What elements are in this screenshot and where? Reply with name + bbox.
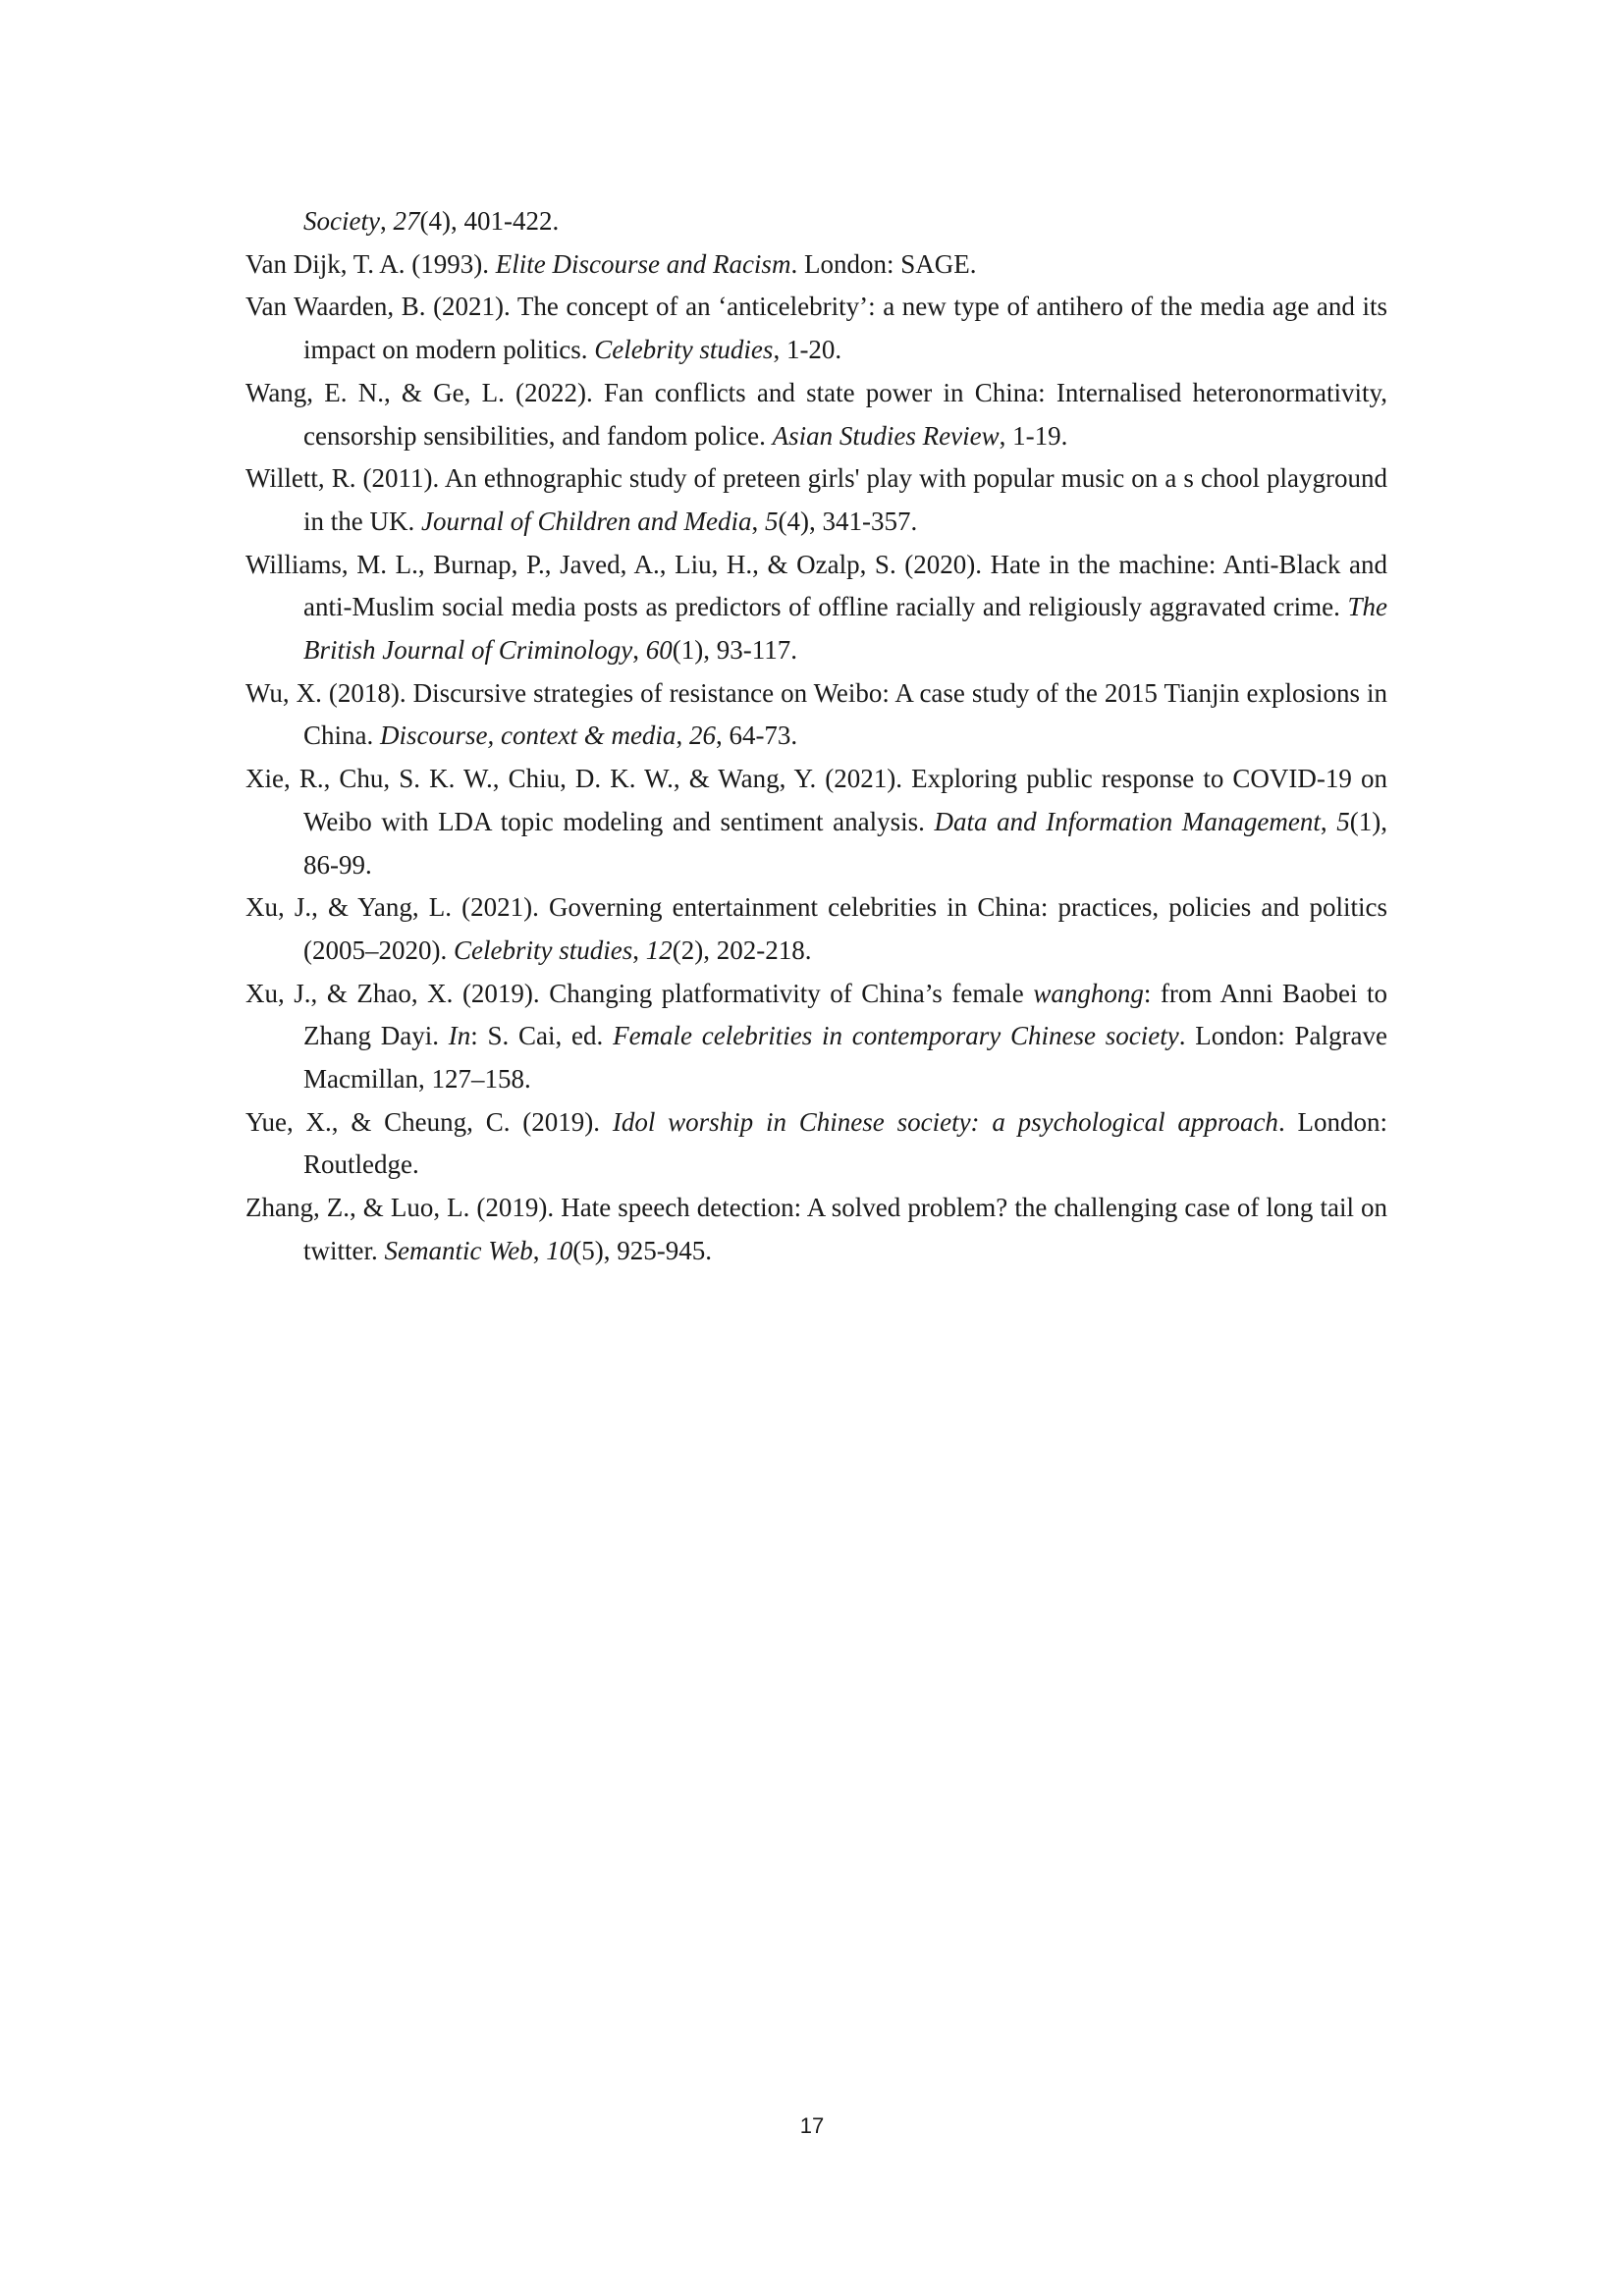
reference-text: (5), 925-945. — [572, 1235, 712, 1265]
reference-text: (1), 86-99. — [303, 806, 1388, 880]
reference-text: (1), 93-117. — [672, 635, 797, 666]
reference-entry — [245, 672, 1387, 758]
reference-italic-text: 5 — [764, 506, 779, 536]
reference-italic-text: 5 — [1336, 806, 1350, 836]
reference-text: . London: Palgrave Macmillan, 127–158. — [303, 1021, 1387, 1095]
reference-entry — [245, 457, 1387, 543]
reference-italic-text: Elite Discourse and Racism — [495, 248, 791, 279]
reference-italic-text: In — [448, 1021, 471, 1051]
reference-entry — [245, 372, 1387, 457]
reference-text: , 1-20. — [773, 335, 842, 365]
reference-text: Van Dijk, T. A. (1993). — [245, 248, 496, 279]
reference-italic-text: The British Journal of Criminology — [303, 592, 1387, 666]
reference-italic-text: 26 — [688, 721, 716, 751]
reference-text: . London: Routledge. — [303, 1106, 1387, 1180]
reference-entry — [245, 544, 1387, 672]
reference-italic-text: Celebrity studies — [453, 934, 633, 965]
reference-text: Zhang, Z., & Luo, L. (2019). Hate speech detection: A solved problem? the challenging case of long tail on twitter. — [245, 1193, 1387, 1265]
reference-entry — [245, 886, 1387, 972]
reference-text: Xu, J., & Zhao, X. (2019). Changing platformativity of China’s female — [245, 978, 1034, 1008]
reference-text: Willett, R. (2011). An ethnographic study of preteen girls' play with popular music on a s chool playground in the UK. — [245, 463, 1387, 536]
reference-text: (4), 401-422. — [419, 206, 560, 236]
reference-italic-text: wanghong — [1033, 978, 1144, 1008]
reference-italic-text: Society — [303, 206, 380, 236]
reference-entry — [245, 243, 1387, 287]
reference-italic-text: Celebrity studies — [594, 335, 774, 365]
reference-text: : from Anni Baobei to Zhang Dayi. — [303, 978, 1388, 1051]
reference-entry — [245, 758, 1387, 886]
reference-italic-text: Journal of Children and Media — [420, 506, 752, 536]
reference-italic-text: 10 — [546, 1235, 573, 1265]
reference-text: , — [751, 506, 765, 536]
reference-italic-text: Semantic Web — [384, 1235, 533, 1265]
reference-text: , — [632, 635, 646, 666]
reference-text: Xie, R., Chu, S. K. W., Chiu, D. K. W., & Wang, Y. (2021). Exploring public response to COVID-19 on Weibo with LDA topic modeling and sentiment analysis. — [245, 764, 1387, 836]
reference-text: : S. Cai, ed. — [470, 1021, 614, 1051]
reference-entry — [245, 286, 1387, 371]
reference-text: (2), 202-218. — [672, 934, 812, 965]
reference-italic-text: Idol worship in Chinese society: a psychological approach — [612, 1106, 1278, 1137]
reference-text: (4), 341-357. — [778, 506, 918, 536]
reference-text: , 1-19. — [999, 420, 1068, 451]
reference-text: , — [379, 206, 394, 236]
reference-italic-text: Asian Studies Review — [772, 420, 1000, 451]
reference-entry — [245, 973, 1387, 1101]
reference-text: . London: SAGE. — [790, 248, 977, 279]
reference-italic-text: Data and Information Management — [934, 806, 1321, 836]
reference-entry — [245, 1187, 1387, 1272]
reference-text: , — [1320, 806, 1337, 836]
reference-text: Xu, J., & Yang, L. (2021). Governing entertainment celebrities in China: practices, policies and politics (2005–2020). — [245, 892, 1387, 965]
reference-text: Williams, M. L., Burnap, P., Javed, A., Liu, H., & Ozalp, S. (2020). Hate in the machine: Anti-Black and anti-Muslim social media posts as predictors of offline racially and religiously aggravated crime. — [245, 549, 1387, 622]
reference-text: , — [532, 1235, 547, 1265]
reference-italic-text: 27 — [393, 206, 420, 236]
reference-text: , — [632, 934, 646, 965]
reference-text: , — [676, 721, 689, 751]
reference-italic-text: Female celebrities in contemporary Chinese society — [613, 1021, 1179, 1051]
reference-text: Van Waarden, B. (2021). The concept of an ‘anticelebrity’: a new type of antihero of the media age and its impact on modern politics. — [245, 292, 1387, 365]
reference-entry-continued — [245, 200, 1387, 243]
reference-italic-text: Discourse, context & media — [380, 721, 677, 751]
page-number: 17 — [799, 2113, 825, 2138]
reference-text: , 64-73. — [715, 721, 798, 751]
reference-text: Yue, X., & Cheung, C. (2019). — [245, 1106, 613, 1137]
reference-italic-text: 60 — [645, 635, 673, 666]
reference-text: Wu, X. (2018). Discursive strategies of resistance on Weibo: A case study of the 2015 Tianjin explosions in China. — [245, 677, 1387, 751]
reference-text: Wang, E. N., & Ge, L. (2022). Fan conflicts and state power in China: Internalised heteronormativity, censorship sensibilities, and fandom police. — [245, 377, 1387, 451]
reference-italic-text: 12 — [645, 934, 673, 965]
reference-list — [245, 200, 1387, 1273]
reference-entry — [245, 1101, 1387, 1187]
